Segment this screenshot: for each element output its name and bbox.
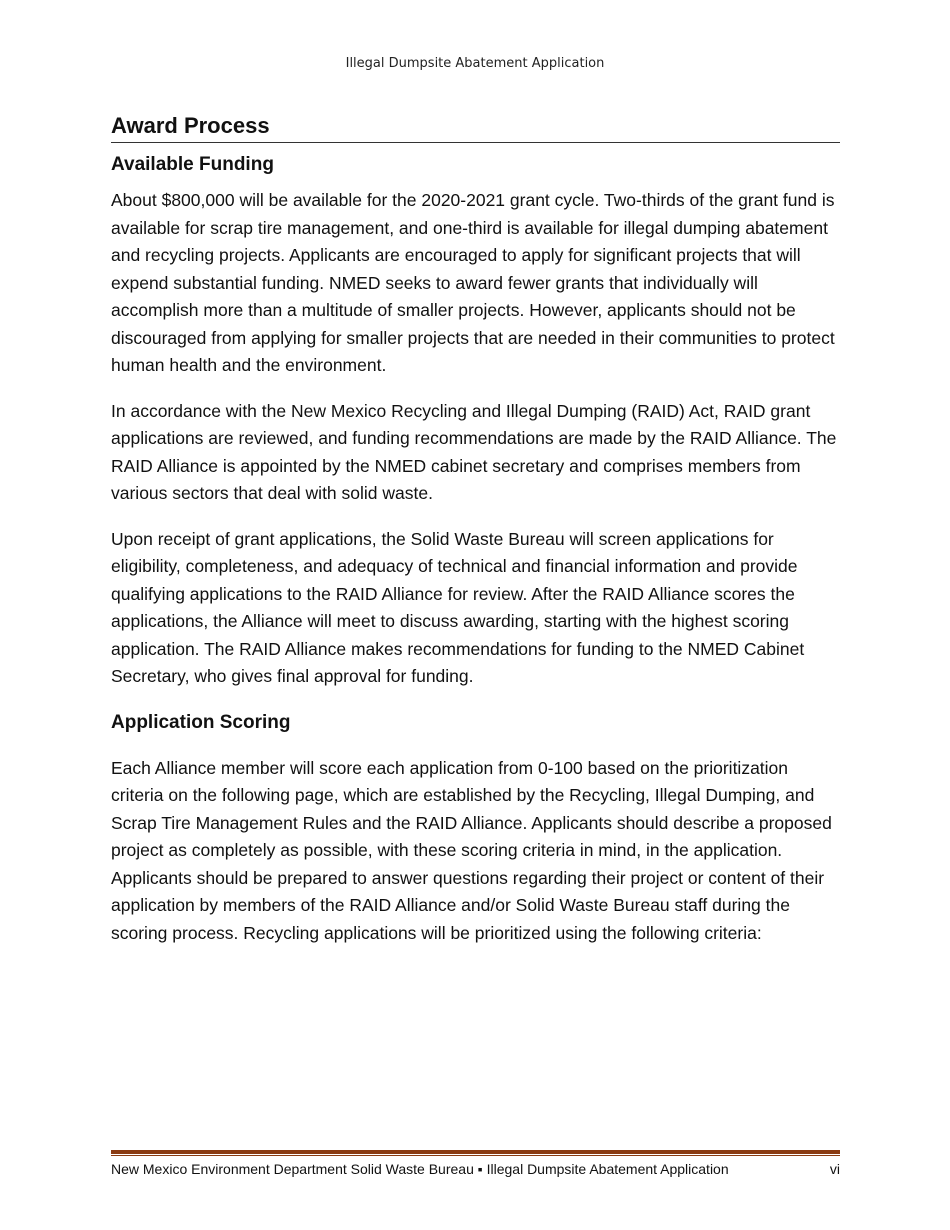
footer-rule xyxy=(111,1150,840,1154)
footer-rule xyxy=(111,1155,840,1156)
section-title: Award Process xyxy=(111,112,840,143)
paragraph: About $800,000 will be available for the 2020-2021 grant cycle. Two-thirds of the grant fund is available for scrap tire management, and one-third is available for illegal dumping abatement and recycling projects. Applicants are encouraged to apply for significant projects that will expend substantial funding. NMED seeks to award fewer grants that individually will accomplish more than a multitude of smaller projects. However, applicants should not be discouraged from applying for smaller projects that are needed in their communities to protect human health and the environment. xyxy=(111,190,835,375)
footer-text: New Mexico Environment Department Solid Waste Bureau ▪ Illegal Dumpsite Abatement Application xyxy=(111,1161,729,1177)
running-header: Illegal Dumpsite Abatement Application xyxy=(345,56,605,71)
paragraph: Upon receipt of grant applications, the Solid Waste Bureau will screen applications for eligibility, completeness, and adequacy of technical and financial information and provide qualifying applications to the RAID Alliance for review. After the RAID Alliance scores the applications, the Alliance will meet to discuss awarding, starting with the highest scoring application. The RAID Alliance makes recommendations for funding to the NMED Cabinet Secretary, who gives final approval for funding. xyxy=(111,528,805,686)
paragraph: Each Alliance member will score each application from 0-100 based on the prioritization criteria on the following page, which are established by the Recycling, Illegal Dumping, and Scrap Tire Management Rules and the RAID Alliance. Applicants should describe a proposed project as completely as possible, with these scoring criteria in mind, in the application. Applicants should be prepared to answer questions regarding their project or content of their application by members of the RAID Alliance and/or Solid Waste Bureau staff during the scoring process. Recycling applications will be prioritized using the following criteria: xyxy=(111,757,832,943)
paragraph: In accordance with the New Mexico Recycling and Illegal Dumping (RAID) Act, RAID grant applications are reviewed, and funding recommendations are made by the RAID Alliance. The RAID Alliance is appointed by the NMED cabinet secretary and comprises members from various sectors that deal with solid waste. xyxy=(111,400,837,503)
page-footer xyxy=(111,1150,840,1177)
page-number: vi xyxy=(829,1161,840,1177)
document-body xyxy=(111,112,840,965)
subsection-heading-funding: Available Funding xyxy=(111,154,274,175)
footer-text-row xyxy=(111,1161,840,1177)
subsection-heading-scoring: Application Scoring xyxy=(111,711,291,733)
